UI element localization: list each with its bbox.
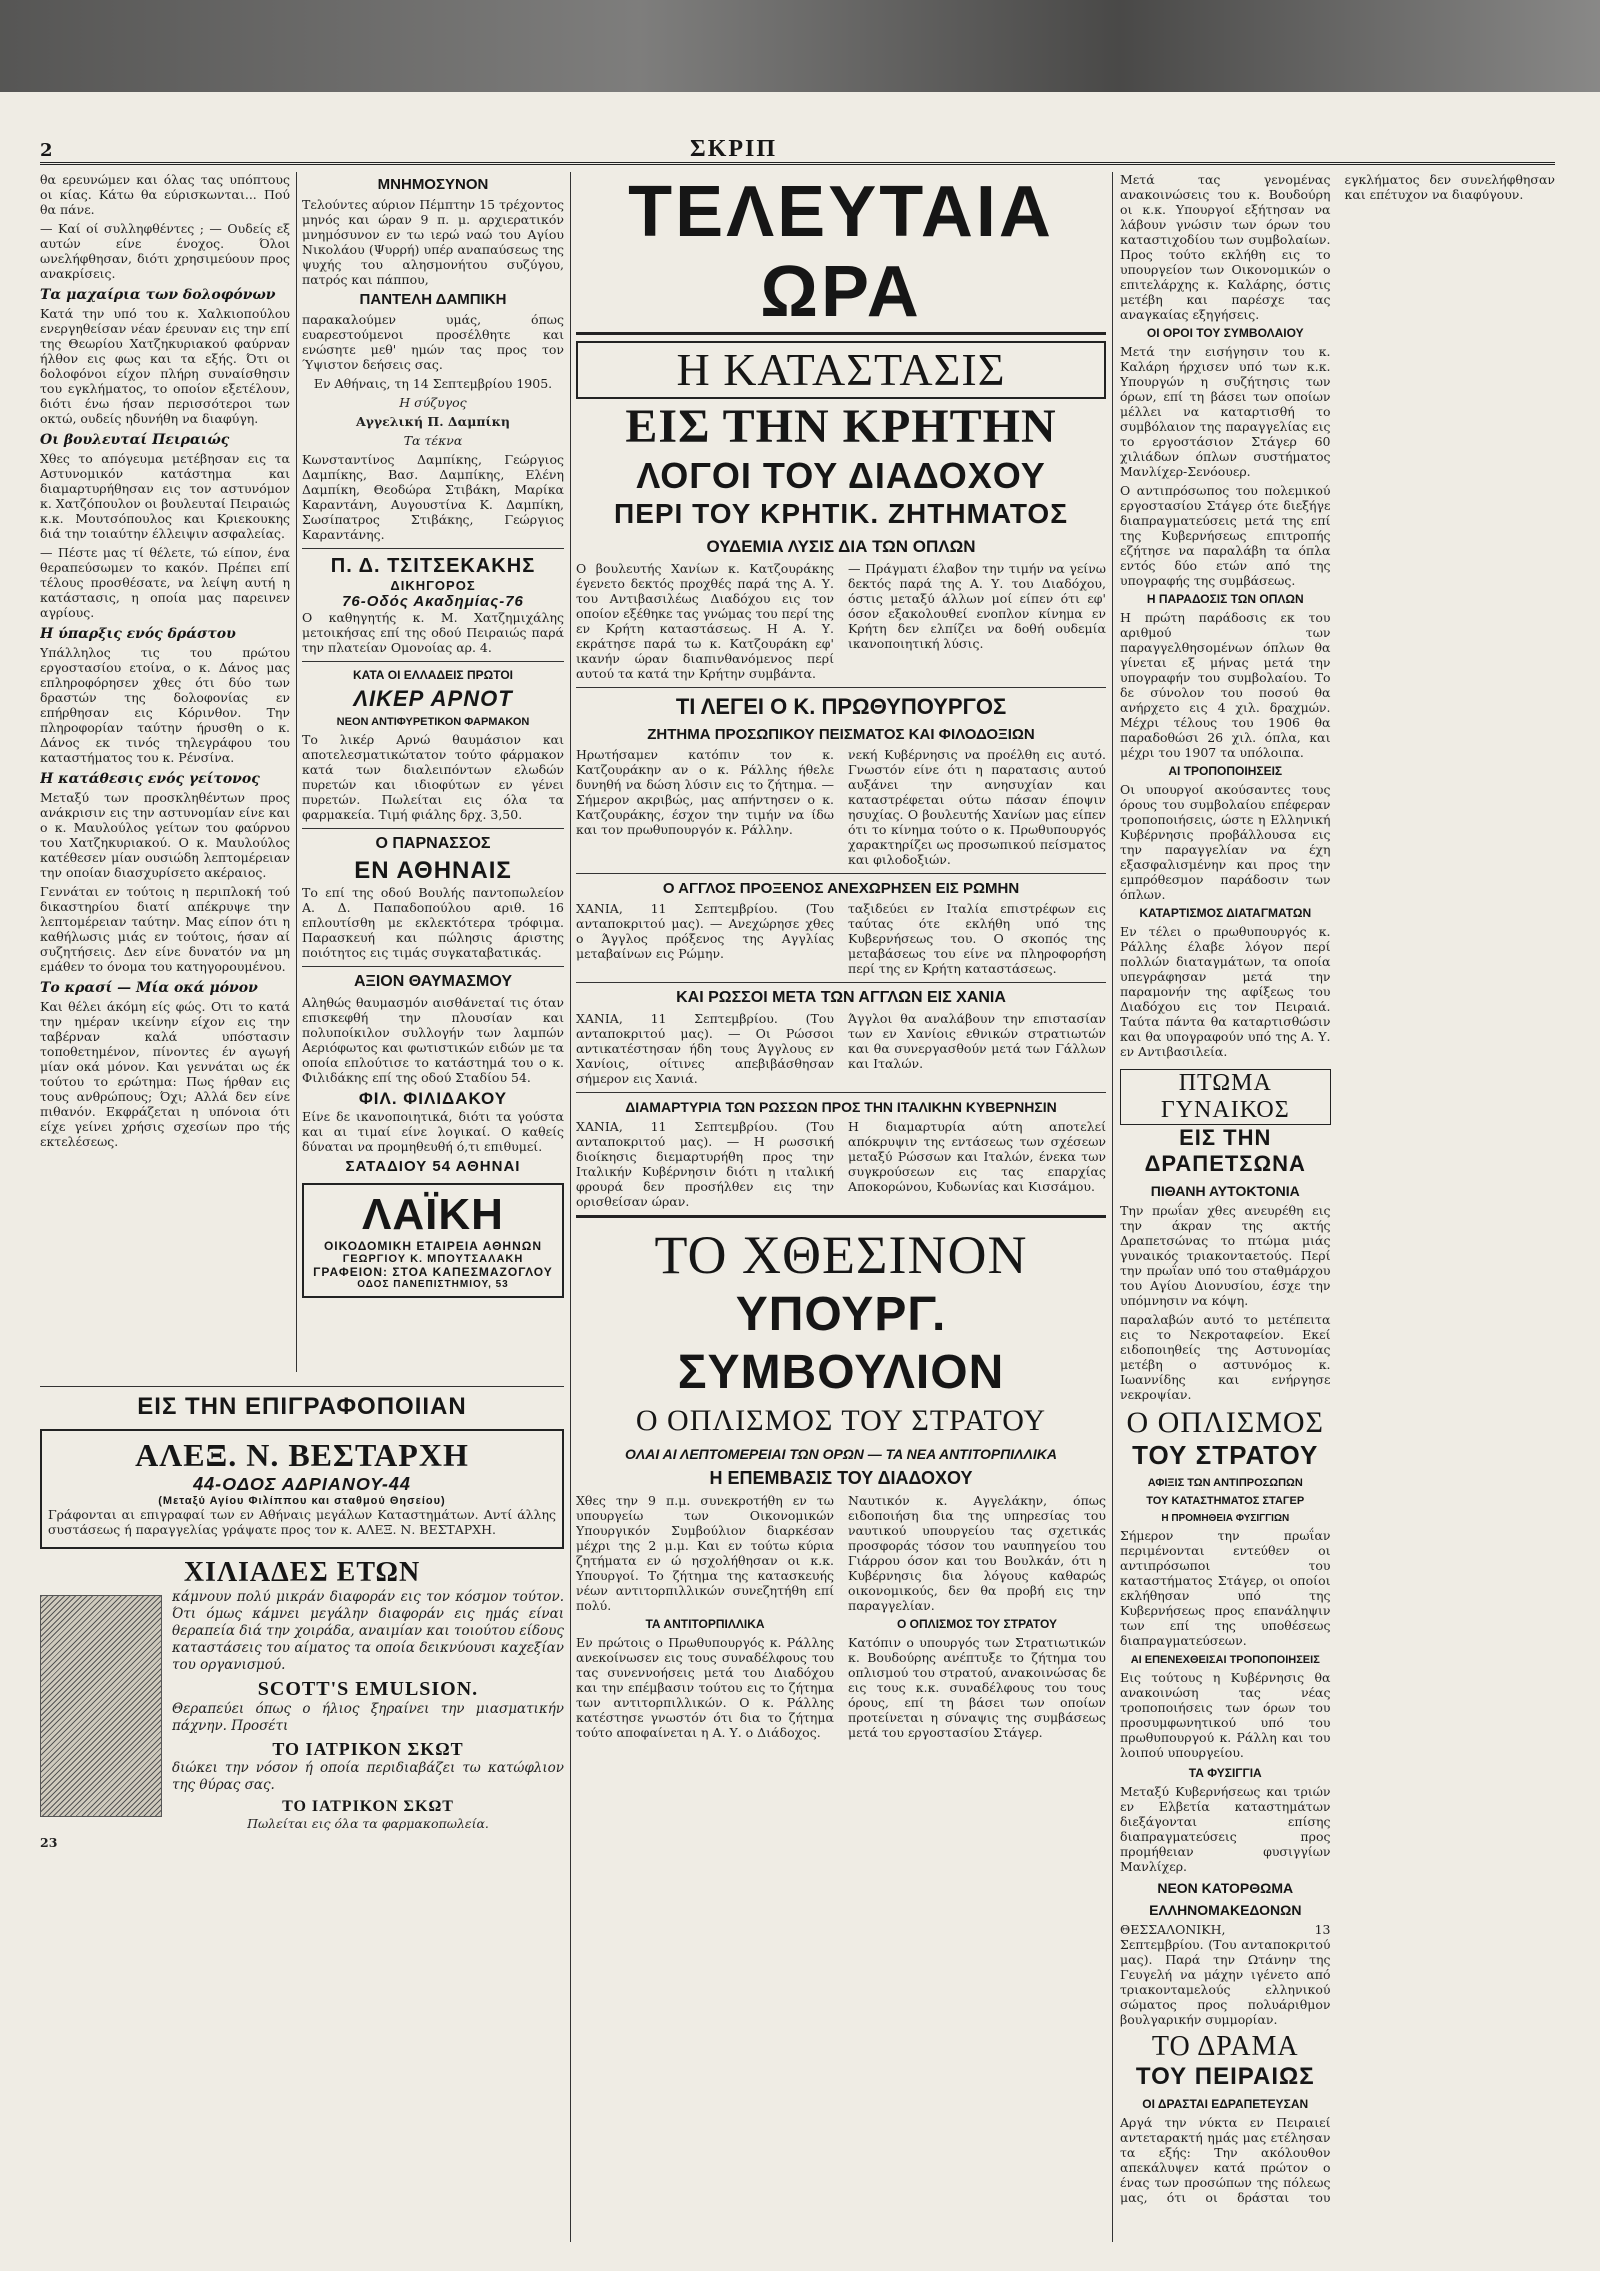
newspaper-page <box>40 136 1555 2250</box>
article-text: Ηρωτήσαμεν κατόπιν τον κ. Κατζουράκην αν ο κ. Ράλλης ήθελε δυνηθή να δώση λύσιν εις το ζήτημα. — Σήμερον ακριβώς, μας απήντησεν ο κ. Κατζουράκης, έσχον την τιμήν να ίδω και τον πρωθυπουργόν κ. Ράλλην. <box>576 747 834 837</box>
article-text: Μετά την εισήγησιν του κ. Καλάρη ήρχισεν υπό των κ.κ. Υπουργών η συζήτησις των όρων, επί τη βάσει των οποίων μέλλει να καταρτισθή το συμβόλαιον της παραγγελίας εις το εργοστάσιον Στάγερ 60 χιλιάδων όπλων συστήματος Μανλίχερ-Σενόουερ. <box>1120 344 1331 479</box>
ad-subtitle: ΤΟ ΙΑΤΡΙΚΟΝ ΣΚΩΤ <box>282 1798 454 1815</box>
page-footer-number: 23 <box>40 1835 58 1850</box>
article-text: Σήμερον την πρωΐαν περιμένονται εντεύθεν οι αντιπρόσωποι του καταστήματος Στάγερ, οι οποίοι εκλήθησαν υπό της Κυβερνήσεως προς επανάληψιν των επί της υποθέσεως διαπραγματεύσεων. <box>1120 1528 1331 1648</box>
ad-lawyer-role: ΔΙΚΗΓΟΡΟΣ <box>390 578 476 593</box>
article-text: Οι υπουργοί ακούσαντες τους όρους του συμβολαίου επέφεραν τροποποιήσεις, ώστε η Ελληνική Κυβέρνησις προβάλλουσα εις την παραγγελίαν να έχη εξασφαλισμένην και προς την εμπρόθεσμον παράδοσιν των όπλων. <box>1120 782 1331 902</box>
notice-label: Η σύζυγος <box>399 395 467 410</box>
main-headline: ΤΕΛΕΥΤΑΙΑ ΩΡΑ <box>576 172 1106 335</box>
subheadline: ΤΙ ΛΕΓΕΙ Ο Κ. ΠΡΩΘΥΠΟΥΡΓΟΣ <box>675 694 1007 719</box>
section-title: Η κατάθεσις ενός γείτονος <box>40 771 260 787</box>
subheadline: ΕΛΛΗΝΟΜΑΚΕΔΟΝΩΝ <box>1149 1902 1302 1918</box>
ad-street: ΟΔΟΣ ΠΑΝΕΠΙΣΤΗΜΙΟΥ, 53 <box>357 1279 509 1290</box>
section-title: Το κρασί — Μία οκά μόνον <box>40 980 258 996</box>
ad-laiki <box>302 1183 564 1298</box>
divider <box>576 873 1106 874</box>
section-title: Η ύπαρξις ενός δράστου <box>40 626 236 642</box>
article-text: Ο αντιπρόσωπος του πολεμικού εργοστασίου Στάγερ ότε διεξήγε διαπραγματεύσεις μετά της επί της Κυβερνήσεως επιτροπής εζήτησε να παραλάβη τα όπλα εντός δύο ετών από της υπογραφής της συμβάσεως. <box>1120 483 1331 588</box>
headline: ΕΙΣ ΤΗΝ ΚΡΗΤΗΝ <box>625 400 1057 453</box>
article-text: Και θέλει άκόμη είς φώς. Οτι το κατά την ημέραν ικείνην είχον εις την ταβέρναν καλά υπόστασιν τοποθετημένον, πίνοντες έν αγωγή μίαν οκά μόνον. Και γεννάται ως έκ τούτου το ερώτημα: Πως ήρθαν εις τους ανθρώπους; Όχι; Αλλά δεν είνε πιθανόν. Εκφράζεται η υπόνοια ότι είχε γείνει χρήσις σχεσίων προ τής εκτελέσεως. <box>40 999 290 1149</box>
ad-heading: ΧΙΛΙΑΔΕΣ ΕΤΩΝ <box>183 1557 421 1588</box>
divider <box>576 1092 1106 1093</box>
article-text: Εις τούτους η Κυβέρνησις θα ανακοινώση τας νέας τροποποιήσεις των όρων του προσυμφωνητικού υπό του πρωθυπουργού κ. Ράλλη και του λοιπού υπουργείου. <box>1120 1670 1331 1760</box>
subheadline: ΟΛΑΙ ΑΙ ΛΕΠΤΟΜΕΡΕΙΑΙ ΤΩΝ ΟΡΩΝ — ΤΑ ΝΕΑ ΑΝΤΙΤΟΡΠΙΛΛΙΚΑ <box>625 1446 1057 1462</box>
divider <box>576 982 1106 983</box>
headline: ΤΟ ΧΘΕΣΙΝΟΝ <box>654 1225 1028 1285</box>
column-rule <box>570 172 571 2242</box>
article-text: Μετά τας γενομένας ανακοινώσεις του κ. Βουδούρη οι κ.κ. Υπουργοί εξήτησαν να λάβουν γνώσιν των όρων του καταστιχοδίου των συμβολαίων. Προς τούτο εκλήθη εις το υπουργείον των Οικονομικών ο επιτελάρχης κ. Καλάρης, όστις μετέβη και παρέσχε τας αναγκαίας εξηγήσεις. <box>1120 172 1331 322</box>
ad-text: Το λικέρ Αρνώ θαυμάσιον και αποτελεσματικώτατον τούτο φάρμακον κατά των διαλειπόντων ελωδών πυρετών και ιδιοφύτων εν γένει πυρετών. Πωλείται εις όλα τα φαρμακεία. Τιμή φιάλης δρχ. 3,50. <box>302 732 564 822</box>
divider <box>302 548 564 549</box>
divider <box>302 661 564 662</box>
subheadline: ΠΙΘΑΝΗ ΑΥΤΟΚΤΟΝΙΑ <box>1150 1183 1300 1199</box>
divider <box>576 687 1106 688</box>
headline: Η ΚΑΤΑΣΤΑΣΙΣ <box>576 341 1106 399</box>
ad-text: Είνε δε ικανοποιητικά, διότι τα γούστα και αι τιμαί είνε λογικαί. Ο καθείς δύναται να προμηθευθή ό,τι επιθυμεί. <box>302 1109 564 1154</box>
notice-text: Κωνσταντίνος Δαμπίκης, Γεώργιος Δαμπίκης, Βασ. Δαμπίκης, Ελένη Δαμπίκη, Θεοδώρα Στιβάκη, Μαρίκα Καραντάνη, Αυγουστίνα Κ. Δαμπίκη, Σωσίπατρος Στιβάκης, Γεώργιος Καραντάνης. <box>302 452 564 542</box>
ad-title: ΛΑΪΚΗ <box>362 1190 504 1239</box>
inline-heading: ΚΑΤΑΡΤΙΣΜΟΣ ΔΙΑΤΑΓΜΑΤΩΝ <box>1139 906 1312 920</box>
headline: ΤΟΥ ΠΕΙΡΑΙΩΣ <box>1135 2063 1315 2090</box>
article-text: Η πρώτη παράδοσις εκ του αριθμού των παραγγελθησομένων όπλων θα γίνεται εξ μήνας μετά την υπογραφήν του συμβολαίου. Το δε σύνολον του ποσού θα ανήρχετο εις 4 χιλ. δραχμών. Μέχρι τέλους του 1906 θα παραδοθώσι 26 χιλ. όπλα, και μέχρι του 1907 τα υπόλοιπα. <box>1120 610 1331 760</box>
ad-vestarchi <box>40 1429 564 1549</box>
ad-owner: ΓΕΩΡΓΙΟΥ Κ. ΜΠΟΥΤΣΑΛΑΚΗ <box>342 1253 524 1265</box>
ad-note: (Μεταξύ Αγίου Φιλίππου και σταθμού Θησείου) <box>158 1495 446 1507</box>
ad-text: Το επί της οδού Βουλής παντοπωλείον Α. Δ. Παπαδοπούλου αριθ. 16 επλουτίσθη με εκλεκτότερα τρόφιμα. Παρασκευή και πώλησις άριστης ποιότητος εις τιμάς συγκαταβατικάς. <box>302 885 564 960</box>
subheadline: ΖΗΤΗΜΑ ΠΡΟΣΩΠΙΚΟΥ ΠΕΙΣΜΑΤΟΣ ΚΑΙ ΦΙΛΟΔΟΞΙΩΝ <box>647 726 1035 743</box>
article-text: ΧΑΝΙΑ, 11 Σεπτεμβρίου. (Του ανταποκριτού μας). — Οι Ρώσσοι αντικατέστησαν ήδη τους Άγγλους εν Χανίοις, οίτινες απεβιβάσθησαν σήμερον εις Χανιά. <box>576 1011 834 1086</box>
article-text: Αργά την νύκτα εν Πειραιεί αντεταρακτή ημάς μας ετέλησαν τα εξής: Την ακόλουθον απεκάλυψεν κατά πρώτον ο ένας των προσώπων της πόλεως μας, ότι οι δράσται του εγκλήματος δεν συνελήφθησαν και επέτυχον να διαφύγουν. <box>1120 172 1555 2205</box>
subheadline: ΤΑ ΦΥΣΙΓΓΙΑ <box>1188 1766 1262 1780</box>
headline: ΤΟΥ ΣΤΡΑΤΟΥ <box>1132 1440 1319 1470</box>
masthead <box>40 136 1555 165</box>
article-text: Χθες την 9 π.μ. συνεκροτήθη εν τω υπουργείω των Οικονομικών Υπουργικόν Συμβούλιον διαρκέσαν μέχρι της 2 μ.μ. Και εν τούτω κύρια ζητήματα εν ώ ησχολήθησαν οι κ.κ. Υπουργοί. Το ζήτημα της κατασκευής νέων αντιτορπιλλικών συνεζητήθη επί πολύ. <box>576 1493 834 1613</box>
subheadline: ΑΙ ΕΠΕΝΕΧΘΕΙΣΑΙ ΤΡΟΠΟΠΟΙΗΣΕΙΣ <box>1130 1654 1320 1666</box>
notice-label: Τα τέκνα <box>403 433 463 448</box>
notice-title: ΜΝΗΜΟΣΥΝΟΝ <box>377 176 489 193</box>
article-text: Εν τέλει ο πρωθυπουργός κ. Ράλλης έλαβε λόγον περί πολλών διαταγμάτων, τα οποία υπεγράφησαν μετά την παραμονήν της αφίξεως του Διαδόχου εις τον Πειραιά. Ταύτα πάντα θα καταρτισθώσιν και θα υπογραφούν υπό της Α. Υ. εν Αντιβασιλεία. <box>1120 924 1331 1059</box>
subheadline: ΝΕΟΝ ΚΑΤΟΡΘΩΜΑ <box>1157 1880 1294 1896</box>
headline: ΕΙΣ ΤΗΝ ΔΡΑΠΕΤΣΩΝΑ <box>1144 1125 1306 1176</box>
article-text: Γεννάται εν τούτοις η περιπλοκή τού δικαστηρίου διατί απέκρυψε την λεπτομέρειαν ταύτην. Μας είπον ότι η καθήλωσις μιάς εν τούτοις, ήσαν αί συζητήσεις. Δεν είνε δυνατόν να μη εμάθεν το όνομα του κατηγορουμένου. <box>40 884 290 974</box>
headline: ΤΟ ΔΡΑΜΑ <box>1151 2031 1299 2062</box>
ad-title: ΕΝ ΑΘΗΝΑΙΣ <box>354 857 512 884</box>
divider <box>576 1215 1106 1218</box>
ad-title: ΦΙΛ. ΦΙΛΙΔΑΚΟΥ <box>358 1089 508 1108</box>
inline-heading: Η ΠΑΡΑΔΟΣΙΣ ΤΩΝ ΟΠΛΩΝ <box>1146 592 1304 606</box>
subheadline: ΔΙΑΜΑΡΤΥΡΙΑ ΤΩΝ ΡΩΣΣΩΝ ΠΡΟΣ ΤΗΝ ΙΤΑΛΙΚΗΝ ΚΥΒΕΡΝΗΣΙΝ <box>625 1099 1057 1115</box>
article-body <box>576 1011 1106 1086</box>
article-text: θα ερευνώμεν και όλας τας υπόπτους οι κίας. Κάτω θα εύρισκωνται... Πού θα πάνε. <box>40 172 290 217</box>
fisherman-engraving <box>40 1595 162 1817</box>
article-body <box>576 1493 1106 1744</box>
article-text: Κατά την υπό του κ. Χαλκιοπούλου ενεργηθείσαν νέαν έρευναν εις την επί της Θεωρίου Χατζηκυριακού φαύρναν ήλθον εις φως και τα εξής. Ότι οι δολοφόνοι είχον πλήρη συναίσθησιν του εγκλήματος, το οποίον εξετέλουν, διότι ένω ήσαν περισσότεροι των οκτώ, ουδείς ηδυνήθη να διαφύγη. <box>40 306 290 426</box>
subheadline: ΟΥΔΕΜΙΑ ΛΥΣΙΣ ΔΙΑ ΤΩΝ ΟΠΛΩΝ <box>706 537 976 556</box>
ad-footer: Πωλείται εις όλα τα φαρμακοπωλεία. <box>247 1816 489 1831</box>
article-text: Ναυτικόν κ. Αγγελάκην, όπως ειδοποιήση δια της υπηρεσίας του ναυτικού υπουργείου τας σχετικάς προσφοράς τόσον του ναυπηγείου του Γιάρρου όσον και του Βουλκάν, ότι η Κυβέρνησις δια λόγους καθαρώς οικονομικούς, δεν θα προβή εις την παραγγελίαν. <box>848 1493 1106 1613</box>
right-columns <box>1120 172 1555 2242</box>
article-text: — Πράγματι έλαβον την τιμήν να γείνω δεκτός παρά της Α. Υ. του Διαδόχου, όστις μεταξύ άλλων μοί είπεν ότι εφ' όσον εξακολουθεί ενοπλον κίνημα εν Κρήτη δεν ελπίζει να δοθή ουδεμία ικανοποιητική λύσις. <box>848 561 1106 651</box>
inline-heading: Ο ΟΠΛΙΣΜΟΣ ΤΟΥ ΣΤΡΑΤΟΥ <box>897 1617 1057 1631</box>
ad-lawyer-name: Π. Δ. ΤΣΙΤΣΕΚΑΚΗΣ <box>330 555 536 577</box>
ad-address: 44-ΟΔΟΣ ΑΔΡΙΑΝΟΥ-44 <box>193 1474 411 1494</box>
scotts-emulsion-brand: SCOTT'S EMULSION. <box>257 1678 479 1700</box>
article-text: ΧΑΝΙΑ, 11 Σεπτεμβρίου. (Του ανταποκριτού μας). — Ανεχώρησε χθες ο Άγγλος πρόξενος της Αγγλίας μεταβαίνων εις Ρώμην. <box>576 901 834 961</box>
article-body <box>576 1119 1106 1209</box>
column-2 <box>302 172 564 1372</box>
ad-subtitle: ΟΙΚΟΔΟΜΙΚΗ ΕΤΑΙΡΕΙΑ ΑΘΗΝΩΝ <box>323 1239 543 1253</box>
ad-heading: ΚΑΤΑ ΟΙ ΕΛΛΑΔΕΙΣ ΠΡΩΤΟΙ <box>352 668 514 682</box>
right-columns-flow <box>1120 172 1555 2232</box>
article-text: νεκή Κυβέρνησις να προέλθη εις αυτό. Γνωστόν είνε ότι η παρατασις αυτού αυξάνει την ανησυχίαν και καταστρέφεται ούτω πάσαν έποψιν ησυχίας. Ο βουλευτής Χανίων μας είπεν ότι το κίνημα τούτο ο κ. Πρωθυπουργός χαρακτηρίζει ως προσωπικού πείσματος και φιλοδοξιών. <box>848 747 1106 867</box>
subheadline: ΤΟΥ ΚΑΤΑΣΤΗΜΑΤΟΣ ΣΤΑΓΕΡ <box>1146 1495 1305 1507</box>
notice-text: Τελούντες αύριον Πέμπτην 15 τρέχοντος μηνός και ώραν 9 π. μ. αρχιερατικόν μνημόσυνον εν τω ιερώ ναώ του Αγίου Νικολάου (Ψυρρή) υπέρ αναπαύσεως της ψυχής του αλησμονήτου συζύγου, πατρός και πάππου, <box>302 197 564 287</box>
ad-text: κάμνουν πολύ μικράν διαφοράν εις τον κόσμον τούτον. Ότι όμως κάμνει μεγάλην διαφοράν εις ημάς είναι θεραπεία διά την χοιράδα, αναιμίαν και τοιούτου είδους καταστάσεις του αίματος τα οποία δεικνύουσι καχεξίαν του οργανισμού. <box>172 1589 564 1673</box>
page-number: 2 <box>40 140 53 161</box>
notice-name: Αγγελική Π. Δαμπίκη <box>355 414 511 429</box>
headline: ΛΟΓΟΙ ΤΟΥ ΔΙΑΔΟΧΟΥ <box>636 455 1046 496</box>
subheadline: Ο ΑΓΓΛΟΣ ΠΡΟΞΕΝΟΣ ΑΝΕΧΩΡΗΣΕΝ ΕΙΣ ΡΩΜΗΝ <box>662 880 1020 897</box>
ad-office: ΓΡΑΦΕΙΟΝ: ΣΤΟΑ ΚΑΠΕΣΜΑΖΟΓΛΟΥ <box>313 1265 553 1279</box>
divider <box>302 966 564 967</box>
ad-heading: ΑΞΙΟΝ ΘΑΥΜΑΣΜΟΥ <box>353 973 512 990</box>
ad-subtitle: ΤΟ ΙΑΤΡΙΚΟΝ ΣΚΩΤ <box>272 1739 464 1759</box>
headline: Ο ΟΠΛΙΣΜΟΣ ΤΟΥ ΣΤΡΑΤΟΥ <box>635 1404 1047 1437</box>
subheadline: Η ΠΡΟΜΗΘΕΙΑ ΦΥΣΙΓΓΙΩΝ <box>1161 1513 1290 1524</box>
ad-liker-arnot: ΛΙΚΕΡ ΑΡΝΟΤ <box>353 686 513 711</box>
pibani-box-title: ΠΤΩΜΑ ΓΥΝΑΙΚΟΣ <box>1120 1069 1331 1125</box>
inline-heading: ΑΙ ΤΡΟΠΟΠΟΙΗΣΕΙΣ <box>1168 764 1283 778</box>
ad-text: Γράφονται αι επιγραφαί των εν Αθήναις μεγάλων Καταστημάτων. Αντί άλλης συστάσεως ή παραγγελίας γράψατε προς τον κ. ΑΛΕΞ. Ν. ΒΕΣΤΑΡΧΗ. <box>48 1507 556 1537</box>
subheadline: ΟΙ ΔΡΑΣΤΑΙ ΕΔΡΑΠΕΤΕΥΣΑΝ <box>1142 2097 1309 2111</box>
headline: ΥΠΟΥΡΓ. ΣΥΜΒΟΥΛΙΟΝ <box>677 1288 1005 1399</box>
ad-text: διώκει την νόσον ή οποία περιδιαβάζει τω κατώφλιον της θύρας σας. <box>172 1760 564 1793</box>
divider <box>302 828 564 829</box>
ad-address: ΣΑΤΑΔΙΟΥ 54 ΑΘΗΝΑΙ <box>345 1158 521 1175</box>
divider <box>40 1386 564 1387</box>
article-text: ΘΕΣΣΑΛΟΝΙΚΗ, 13 Σεπτεμβρίου. (Του ανταποκριτού μας). Παρά την Ωτάνην της Γευγελή να μάχην ιγένετο από τριακονταμελούς ελληνικού σώματος προς πολυάριθμον βουλγαρικήν συμμορίαν. <box>1120 1922 1331 2027</box>
article-text: — Καί οί συλληφθέντες ; — Ουδείς εξ αυτών είνε ένοχος. Όλοι ωνελήφθησαν, διότι χρησιμεύουν προς ανακρίσεις. <box>40 221 290 281</box>
ad-text: Ο καθηγητής κ. Μ. Χατζημιχάλης μετοικήσας επί της οδού Πειραιώς παρά την πλατείαν Ομονοίας αρ. 4. <box>302 610 564 655</box>
headline: ΠΕΡΙ ΤΟΥ ΚΡΗΤΙΚ. ΖΗΤΗΜΑΤΟΣ <box>613 498 1068 529</box>
article-text: Κατόπιν ο υπουργός των Στρατιωτικών κ. Βουδούρης ανέπτυξε το ζήτημα του οπλισμού του στρατού, ανακοινώσας δε εις τους κ.κ. συναδέλφους του τους όρους, επί τη βάσει των οποίων προτείνεται η σύναψις της συμβάσεως μετά του εργοστασίου Στάγερ. <box>848 1635 1106 1740</box>
headline: Ο ΟΠΛΙΣΜΟΣ <box>1126 1406 1324 1439</box>
article-body <box>576 901 1106 976</box>
column-rule <box>296 172 297 1372</box>
notice-date: Εν Αθήναις, τη 14 Σεπτεμβρίου 1905. <box>313 376 553 391</box>
article-text: ΧΑΝΙΑ, 11 Σεπτεμβρίου. (Του ανταποκριτού μας). — Η ρωσσική διοίκησις διεμαρτυρήθη προς την Ιταλικήν Κυβέρνησιν διότι η ιταλική φρουρά δεν προσήλθεν εις την ορισθείσαν ώραν. <box>576 1119 834 1209</box>
inline-heading: ΟΙ ΟΡΟΙ ΤΟΥ ΣΥΜΒΟΛΑΙΟΥ <box>1146 326 1304 340</box>
ad-heading: ΕΙΣ ΤΗΝ ΕΠΙΓΡΑΦΟΠΟΙΙΑΝ <box>137 1393 467 1420</box>
article-text: Την πρωΐαν χθες ανευρέθη εις την άκραν της ακτής Δραπετσώνας το πτώμα μιάς γυναικός τριακονταετούς. Περί την πρωΐαν υπό του σταθμάρχου του Αγίου Διονυσίου, έσχε την υπόμνησιν να κόψη. <box>1120 1203 1331 1308</box>
subheadline: ΑΦΙΞΙΣ ΤΩΝ ΑΝΤΙΠΡΟΣΩΠΩΝ <box>1147 1477 1303 1489</box>
article-text: Άγγλοι θα αναλάβουν την επιστασίαν των εν Χανίοις εθνικών στρατιωτών και θα συνεργασθούν μετά των Γάλλων και Ιταλών. <box>848 1011 1106 1071</box>
column-rule <box>1112 172 1113 2242</box>
ad-text: Θεραπεύει όπως ο ήλιος ξηραίνει την μιασματικήν πάχνην. Προσέτι <box>172 1701 564 1734</box>
ad-subheading: ΝΕΟΝ ΑΝΤΙΦΥΡΕΤΙΚΟΝ ΦΑΡΜΑΚΟΝ <box>336 716 530 728</box>
ad-text: Αληθώς θαυμασμόν αισθάνεταί τις όταν επισκεφθή την πλουσίαν και πολυποίκιλον συλλογήν των λαμπών Αεριόφωτος και φωτιστικών ειδών με τα οποία επλούτισε το κατάστημά του ο κ. Φιλιδάκης επί της οδού Σταδίου 54. <box>302 995 564 1085</box>
deceased-name: ΠΑΝΤΕΛΗ ΔΑΜΠΙΚΗ <box>359 291 507 308</box>
subheadline: ΚΑΙ ΡΩΣΣΟΙ ΜΕΤΑ ΤΩΝ ΑΓΓΛΩΝ ΕΙΣ ΧΑΝΙΑ <box>676 989 1006 1006</box>
article-text: Η διαμαρτυρία αύτη αποτελεί απόκρυψιν της εντάσεως των σχέσεων μεταξύ Ρώσσων και Ιταλών, ένεκα των συγκρούσεων εις τας επαρχίας Αποκορώνου, Κυδωνίας και Κισσάμου. <box>848 1119 1106 1194</box>
ad-title: ΑΛΕΞ. Ν. ΒΕΣΤΑΡΧΗ <box>135 1437 469 1473</box>
paper-title: ΣΚΡΙΠ <box>690 136 778 162</box>
article-text: Ο βουλευτής Χανίων κ. Κατζουράκης έγενετο δεκτός προχθές παρά της Α. Υ. του Αντιβασιλέως Διαδόχου εις τον οποίον εξέθηκε τας γνώμας του περί της εν Κρήτη καταστάσεως. Η Α. Υ. εκράτησε παρά τω κ. Κατζουράκη εφ' ικανήν ώραν διαπινθανόμενος περί αυτού τα κατά την Κρήτην συμβάντα. <box>576 561 834 681</box>
ad-heading: Ο ΠΑΡΝΑΣΣΟΣ <box>375 835 491 852</box>
scan-edge <box>0 0 1600 92</box>
article-text: Εν πρώτοις ο Πρωθυπουργός κ. Ράλλης ανεκοίνωσεν εις τους συναδέλφους του τας συνεννοήσεις μετά του Διαδόχου και την επέμβασιν τούτου εις το ζήτημα των αντιτορπιλλικών. Ο κ. Ράλλης κατέστησε γνωστόν ότι δια το ζήτημα τούτο αποφαίνεται η Α. Υ. ο Διάδοχος. <box>576 1635 834 1740</box>
article-text: Μεταξύ των προσκληθέντων προς ανάκρισιν εις την αστυνομίαν είνε και ο κ. Μαυλούλος γείτων του φαύρνου του Χατζηκυριακού. Ο κ. Μαυλούλος κατέθεσεν μίαν ουσιώδη λεπτομέρειαν την οποίαν διασχυρίσετο ακέραιος. <box>40 790 290 880</box>
article-text: Χθες το απόγευμα μετέβησαν εις τα Αστυνομικόν κατάστημα και διαμαρτυρήθησαν εις τον αστυνόμον κ. Χατζόπουλον οι βουλευταί Πειραιώς κ.κ. Μουτσόπουλος και Κριεκουκης διά την τοιαύτην έλλειψιν ασφαλείας. <box>40 451 290 541</box>
ad-lawyer-address: 76-Οδός Ακαδημίας-76 <box>342 593 524 610</box>
inline-heading: ΤΑ ΑΝΤΙΤΟΡΠΙΛΛΙΚΑ <box>645 1617 765 1631</box>
bottom-ads <box>40 1380 564 2260</box>
section-title: Οι βουλευταί Πειραιώς <box>40 432 230 448</box>
section-title: Τα μαχαίρια των δολοφόνων <box>40 287 276 303</box>
article-text: — Πέστε μας τί θέλετε, τώ είπον, ένα θεραπεύσωμεν το κακόν. Πρέπει επί τέλους προσθέσατε, να λείψη αυτή η κατάστασις, η οποία μας παρεινεν αγρίους. <box>40 545 290 620</box>
article-text: Υπάλληλος τις του πρώτου εργοστασίου ετοίνα, ο κ. Δάνος μας επληροφόρησεν χθες ότι δύο των δραστών της δολοφονίας εν επήρθησαν εις Κόρινθον. Την πληροφορίαν ταύτην ήρυσθη ο κ. Δάνος εκ τινός τηλεγράφου του καταστήματος του κ. Ρένσίνα. <box>40 645 290 765</box>
column-1 <box>40 172 290 1392</box>
article-text: Μεταξύ Κυβερνήσεως και τριών εν Ελβετία καταστημάτων διεξάγονται επίσης διαπραγματεύσεις προς προμήθειαν φυσιγγίων Μανλίχερ. <box>1120 1784 1331 1874</box>
article-text: παραλαβών αυτό το μετέπειτα εις το Νεκροταφείον. Εκεί ειδοποιηθείς της Αστυνομίας μετέβη ο αστυνόμος κ. Ιωαννίδης και ενήργησε νεκροψίαν. <box>1120 1312 1331 1402</box>
notice-text: παρακαλούμεν υμάς, όπως ευαρεστούμενοι προσέλθητε και ενώσητε μεθ' ημών τας προς τον Ύψιστον δεήσεις σας. <box>302 312 564 372</box>
article-text: ταξιδεύει εν Ιταλία επιστρέφων εις ταύτας ότε εκλήθη υπό της Κυβερνήσεως του. Ο σκοπός της μεταβάσεως του είνε να πληροφορήση περί της εν Κρήτη καταστάσεως. <box>848 901 1106 976</box>
subheadline: Η ΕΠΕΜΒΑΣΙΣ ΤΟΥ ΔΙΑΔΟΧΟΥ <box>709 1468 973 1488</box>
center-columns <box>576 172 1106 2242</box>
article-body <box>576 747 1106 867</box>
article-body <box>576 561 1106 681</box>
